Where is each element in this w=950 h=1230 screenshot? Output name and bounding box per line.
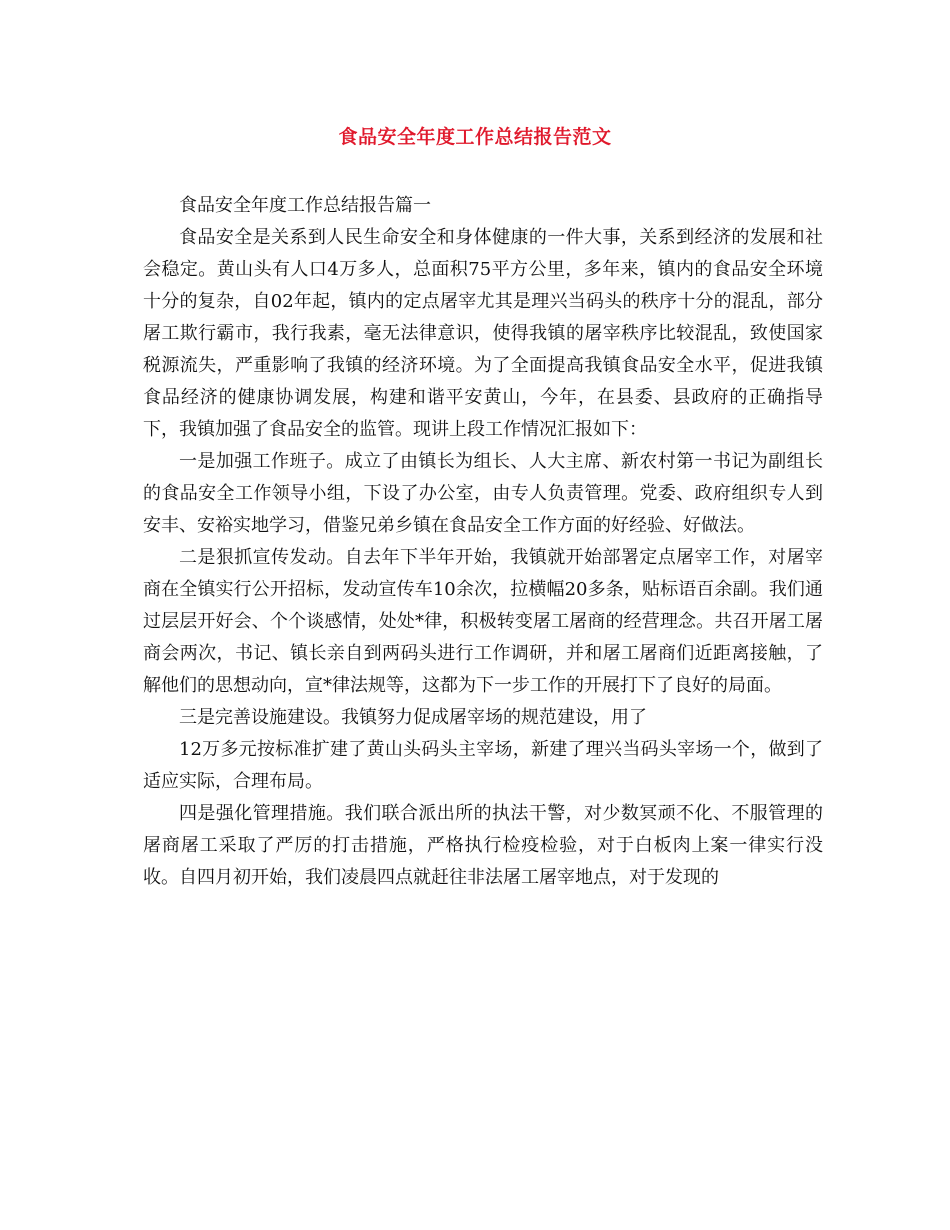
paragraph-intro: 食品安全是关系到人民生命安全和身体健康的一件大事，关系到经济的发展和社会稳定。黄山头有人口4万多人，总面积75平方公里，多年来，镇内的食品安全环境十分的复杂，自02年起，镇内的定点屠宰尤其是理兴当码头的秩序十分的混乱，部分屠工欺行霸市，我行我素，毫无法律意识，使得我镇的屠宰秩序比较混乱，致使国家税源流失，严重影响了我镇的经济环境。为了全面提高我镇食品安全水平，促进我镇食品经济的健康协调发展，构建和谐平安黄山，今年，在县委、县政府的正确指导下，我镇加强了食品安全的监管。现讲上段工作情况汇报如下：: [143, 227, 823, 440]
document-title: 食品安全年度工作总结报告范文: [338, 126, 612, 148]
paragraph-item-two: 二是狠抓宣传发动。自去年下半年开始，我镇就开始部署定点屠宰工作，对屠宰商在全镇实行公开招标，发动宣传车10余次，拉横幅20多条，贴标语百余副。我们通过层层开好会、个个谈感情，处处*律，积极转变屠工屠商的经营理念。共召开屠工屠商会两次，书记、镇长亲自到两码头进行工作调研，并和屠工屠商们近距离接触，了解他们的思想动向，宣*律法规等，这都为下一步工作的开展打下了良好的局面。: [143, 547, 823, 696]
paragraph-subtitle: 食品安全年度工作总结报告篇一: [179, 195, 431, 216]
paragraph-item-three: 三是完善设施建设。我镇努力促成屠宰场的规范建设，用了: [179, 707, 647, 728]
paragraph-item-three-cont: 12万多元按标准扩建了黄山头码头主宰场，新建了理兴当码头宰场一个，做到了适应实际，合理布局。: [143, 739, 823, 792]
paragraph-item-four: 四是强化管理措施。我们联合派出所的执法干警，对少数冥顽不化、不服管理的屠商屠工采取了严厉的打击措施，严格执行检疫检验，对于白板肉上案一律实行没收。自四月初开始，我们凌晨四点就赶往非法屠工屠宰地点，对于发现的: [143, 803, 823, 888]
document-body: [143, 190, 823, 894]
paragraph-item-one: 一是加强工作班子。成立了由镇长为组长、人大主席、新农村第一书记为副组长的食品安全工作领导小组，下设了办公室，由专人负责管理。党委、政府组织专人到安丰、安裕实地学习，借鉴兄弟乡镇在食品安全工作方面的好经验、好做法。: [143, 451, 823, 536]
